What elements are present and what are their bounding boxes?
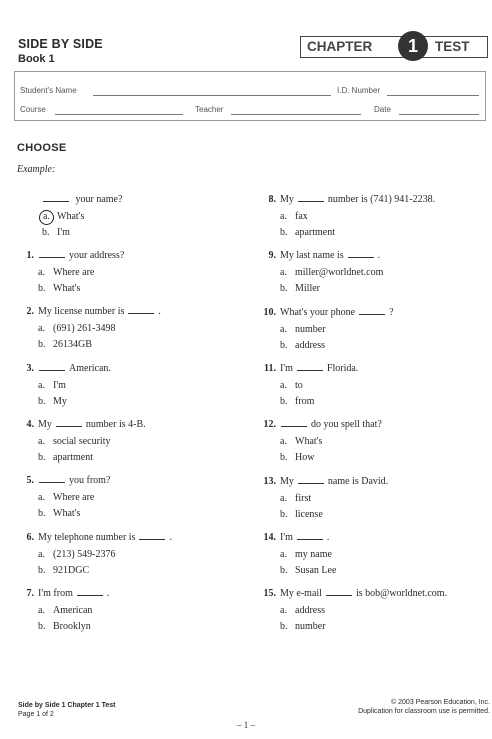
answer-blank — [281, 418, 307, 427]
option-a[interactable]: a. address — [280, 605, 325, 616]
option-a[interactable]: a. (691) 261-3498 — [38, 323, 116, 334]
question-stem: your name? — [42, 193, 122, 206]
answer-blank — [297, 531, 323, 540]
option-b[interactable]: b. address — [280, 340, 325, 351]
question-number: 7. — [26, 588, 34, 599]
question-stem: What's your phone ? — [280, 307, 394, 318]
option-b[interactable]: b. My — [38, 396, 67, 407]
question-stem: My last name is . — [280, 250, 381, 261]
question-number: 1. — [26, 250, 34, 261]
chapter-test-badge — [300, 36, 488, 58]
question-number: 4. — [26, 419, 34, 430]
answer-blank — [139, 531, 165, 540]
question-number: 8. — [268, 194, 276, 205]
question-stem: I'm . — [280, 532, 330, 543]
test-word: TEST — [435, 39, 470, 54]
option-b[interactable]: b. What's — [38, 508, 81, 519]
footer-left: Side by Side 1 Chapter 1 Test Page 1 of 2 — [18, 702, 116, 718]
option-a[interactable]: a. social security — [38, 436, 111, 447]
question-number: 11. — [264, 363, 276, 374]
answer-blank — [348, 249, 374, 258]
student-name-field[interactable] — [93, 95, 331, 96]
chapter-word: CHAPTER — [307, 39, 373, 54]
answer-blank — [39, 249, 65, 258]
question-number: 14. — [263, 532, 276, 543]
answer-blank — [359, 306, 385, 315]
option-b[interactable]: b. 921DGC — [38, 565, 90, 576]
example-label: Example: — [17, 164, 56, 175]
answer-blank — [298, 193, 324, 202]
id-number-label: I.D. Number — [337, 86, 381, 95]
option-b[interactable]: b. How — [280, 452, 315, 463]
question-number: 3. — [26, 363, 34, 374]
teacher-label: Teacher — [195, 105, 224, 114]
option-a[interactable]: a. first — [280, 493, 312, 504]
option-a[interactable]: a. What's — [280, 436, 323, 447]
option-b[interactable]: b. What's — [38, 283, 81, 294]
question-stem: My number is 4-B. — [38, 419, 146, 430]
book-label: Book 1 — [18, 53, 55, 65]
answer-blank — [128, 305, 154, 314]
question-stem: My e-mail is bob@worldnet.com. — [280, 588, 448, 599]
example-option-a: a. What's — [42, 210, 84, 225]
question-stem: My telephone number is . — [38, 532, 172, 543]
answer-blank — [56, 418, 82, 427]
option-b[interactable]: b. Brooklyn — [38, 621, 91, 632]
option-a[interactable]: a. Where are — [38, 267, 95, 278]
option-a[interactable]: a. American — [38, 605, 93, 616]
question-number: 9. — [268, 250, 276, 261]
question-number: 6. — [26, 532, 34, 543]
question-stem: American. — [38, 362, 111, 375]
option-a[interactable]: a. number — [280, 324, 326, 335]
option-b[interactable]: b. Miller — [280, 283, 320, 294]
option-b[interactable]: b. license — [280, 509, 323, 520]
question-number: 10. — [263, 307, 276, 318]
question-stem: your address? — [38, 249, 124, 262]
section-heading: CHOOSE — [17, 142, 67, 154]
answer-blank — [298, 475, 324, 484]
option-a[interactable]: a. to — [280, 380, 303, 391]
question-stem: My license number is . — [38, 306, 161, 317]
question-stem: My name is David. — [280, 476, 389, 487]
answer-blank — [39, 362, 65, 371]
page-number: – 1 – — [237, 720, 255, 730]
question-number: 5. — [26, 475, 34, 486]
option-a[interactable]: a. (213) 549-2376 — [38, 549, 116, 560]
option-a[interactable]: a. my name — [280, 549, 332, 560]
example-option-b: b. I'm — [42, 227, 70, 238]
question-stem: My number is (741) 941-2238. — [280, 194, 436, 205]
course-field[interactable] — [55, 114, 183, 115]
question-number: 15. — [263, 588, 276, 599]
option-a[interactable]: a. fax — [280, 211, 308, 222]
question-stem: you from? — [38, 474, 110, 487]
student-info-box — [14, 71, 486, 121]
course-label: Course — [20, 105, 46, 114]
answer-blank — [297, 362, 323, 371]
question-stem: I'm from . — [38, 588, 110, 599]
chapter-number: 1 — [398, 31, 428, 61]
date-field[interactable] — [399, 114, 479, 115]
answer-blank — [43, 193, 69, 202]
answer-blank — [39, 474, 65, 483]
footer-right: © 2003 Pearson Education, Inc. Duplication for classroom use is permitted. — [358, 699, 490, 715]
answer-blank — [326, 587, 352, 596]
id-number-field[interactable] — [387, 95, 479, 96]
teacher-field[interactable] — [231, 114, 361, 115]
option-a[interactable]: a. miller@worldnet.com — [280, 267, 384, 278]
option-b[interactable]: b. Susan Lee — [280, 565, 337, 576]
question-number: 12. — [263, 419, 276, 430]
option-a[interactable]: a. I'm — [38, 380, 66, 391]
question-stem: do you spell that? — [280, 418, 382, 431]
option-b[interactable]: b. 26134GB — [38, 339, 92, 350]
question-number: 13. — [263, 476, 276, 487]
answer-blank — [77, 587, 103, 596]
question-number: 2. — [26, 306, 34, 317]
option-b[interactable]: b. from — [280, 396, 315, 407]
series-title: SIDE BY SIDE — [18, 37, 103, 51]
option-b[interactable]: b. apartment — [280, 227, 335, 238]
option-a[interactable]: a. Where are — [38, 492, 95, 503]
date-label: Date — [374, 105, 391, 114]
option-b[interactable]: b. number — [280, 621, 326, 632]
student-name-label: Student's Name — [20, 86, 77, 95]
option-b[interactable]: b. apartment — [38, 452, 93, 463]
question-stem: I'm Florida. — [280, 363, 359, 374]
circled-answer: a. — [39, 210, 54, 225]
